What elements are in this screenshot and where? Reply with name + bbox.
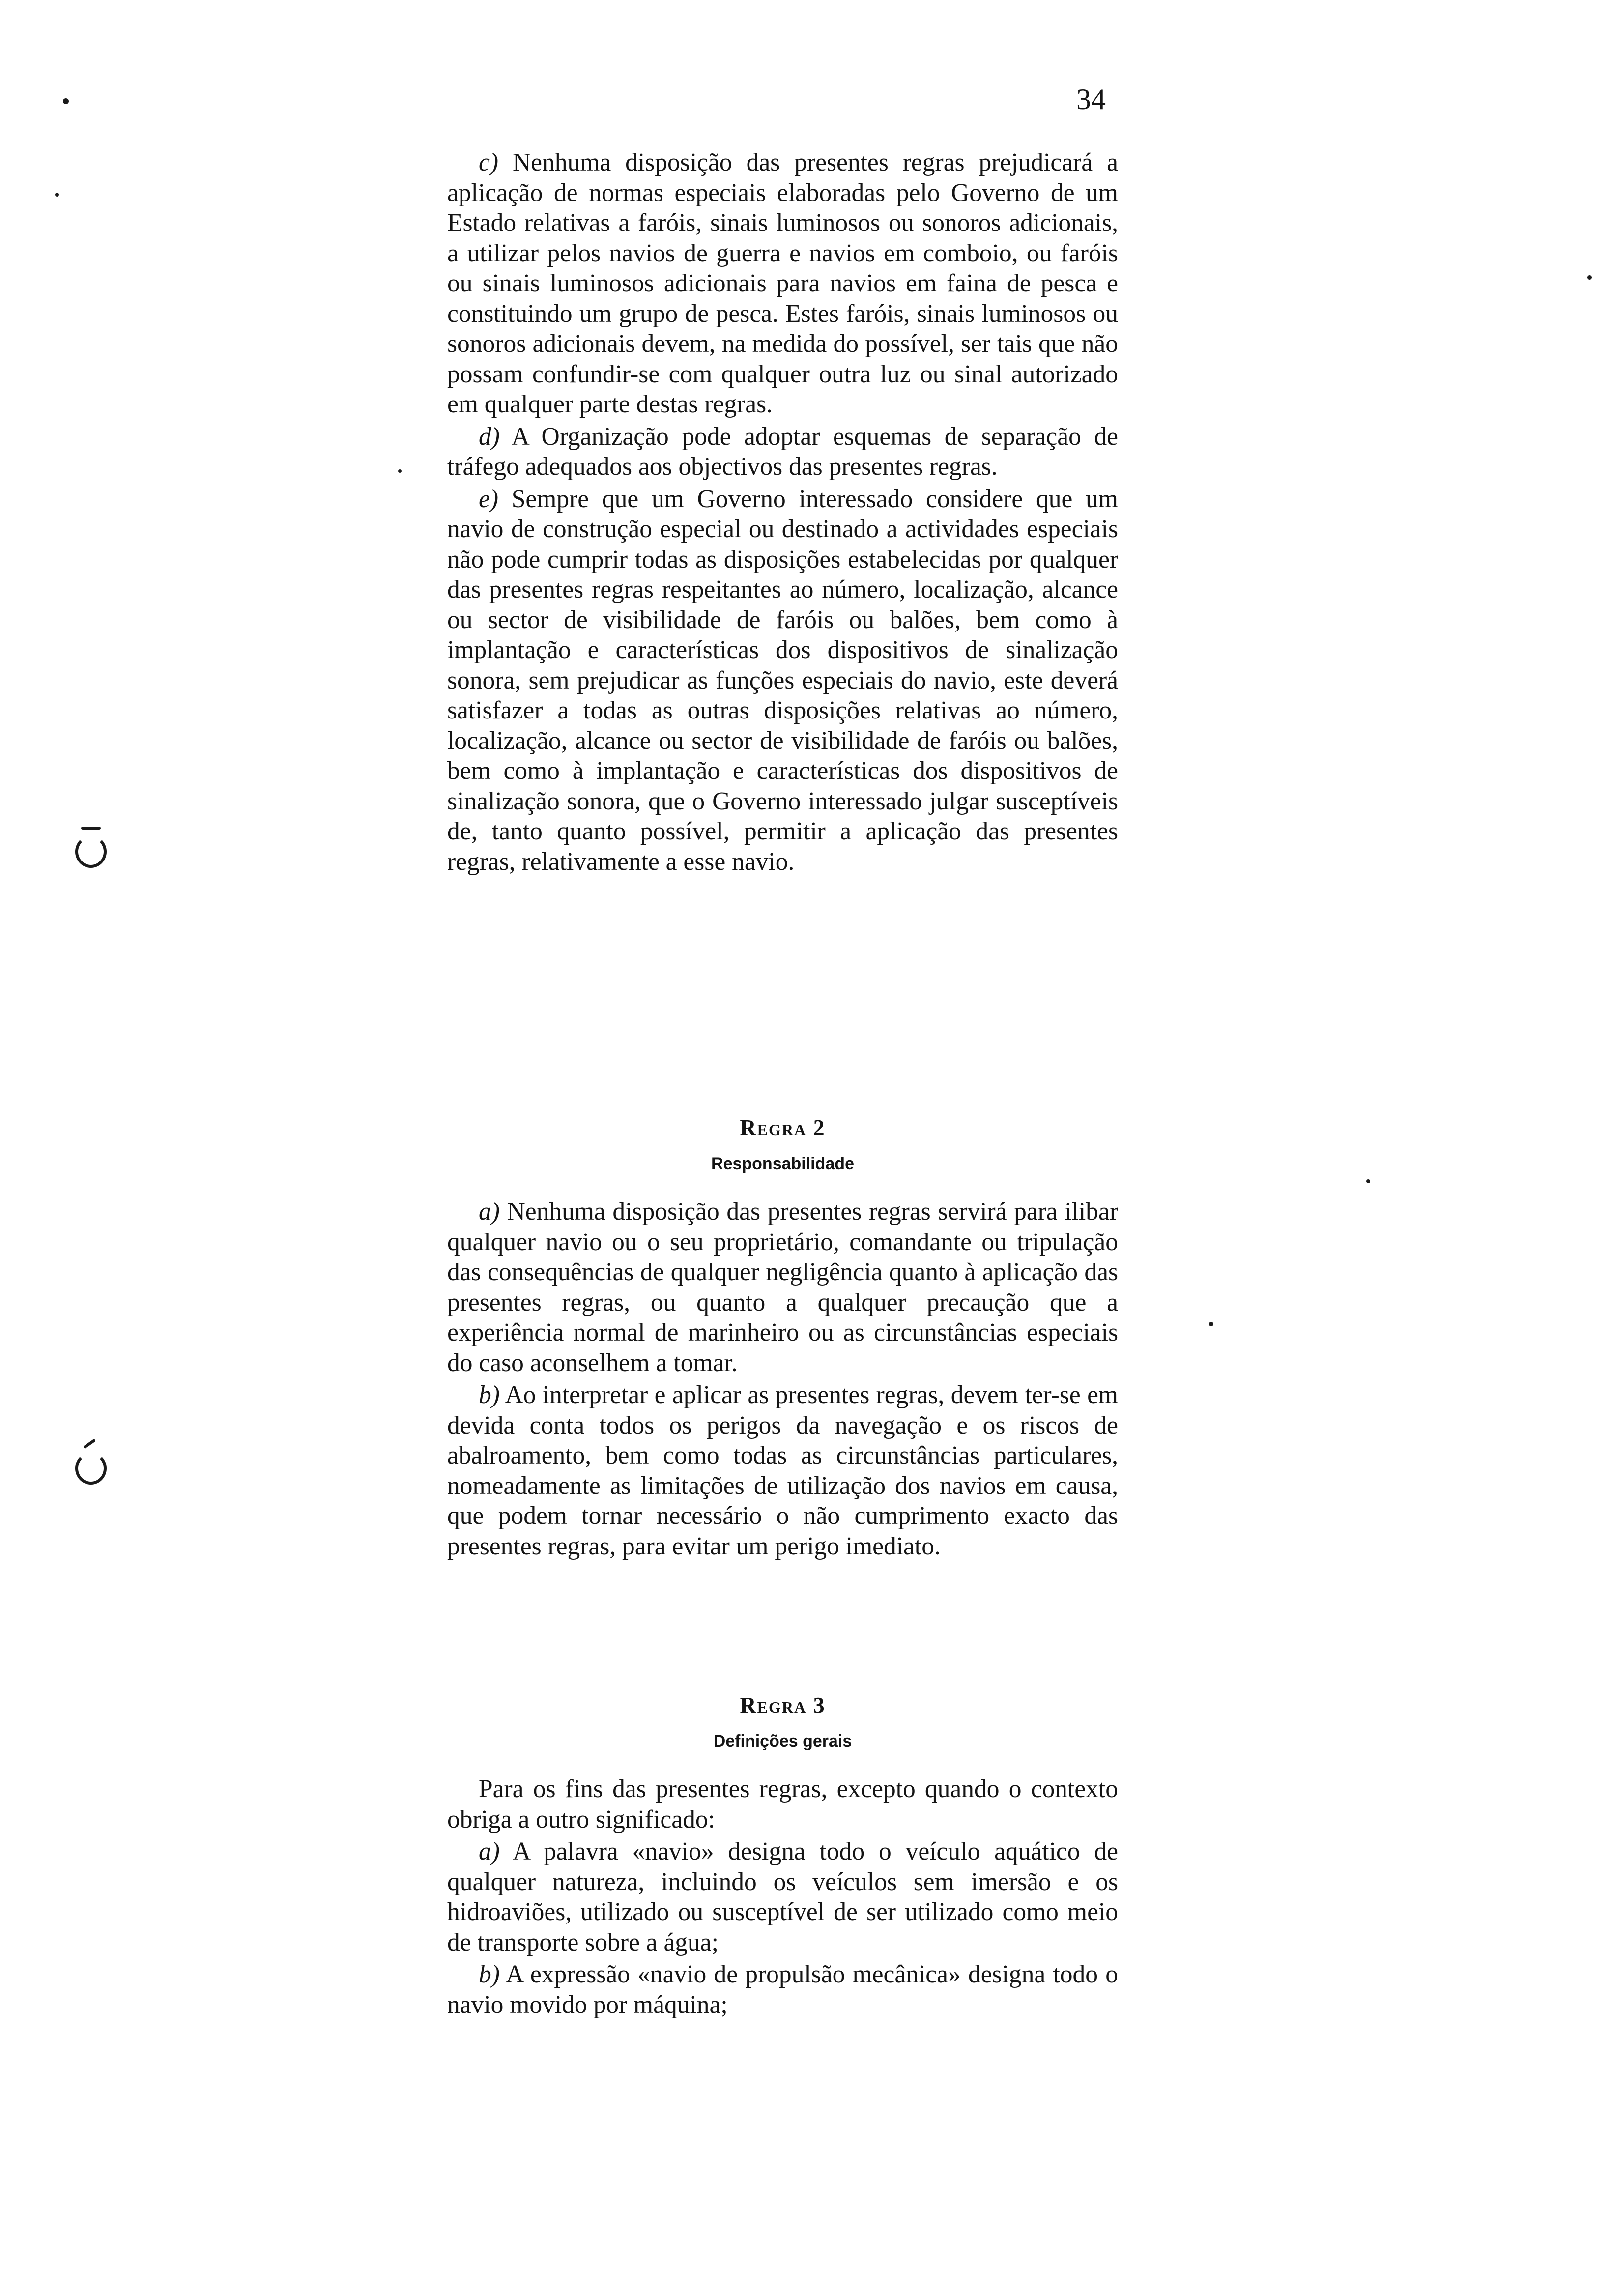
paragraph-a xyxy=(447,1197,1118,1378)
paragraph-text: Nenhuma disposição das presentes regras prejudicará a aplicação de normas especiais elaboradas pelo Governo de um Estado relativas a faróis, sinais luminosos ou sonoros adicionais, a utilizar pelos navios de guerra e navios em comboio, ou faróis ou sinais luminosos adicionais para navios em faina de pesca e constituindo um grupo de pesca. Estes faróis, sinais luminosos ou sonoros adicionais devem, na medida do possível, ser tais que não possam confundir-se com qualquer outra luz ou sinal autorizado em qualquer parte destas regras. xyxy=(447,148,1118,418)
paragraph-a xyxy=(447,1837,1118,1957)
paragraph-text: A Organização pode adoptar esquemas de separação de tráfego adequados aos objectivos das presentes regras. xyxy=(447,422,1118,481)
binding-hole-bottom xyxy=(75,1452,107,1485)
paragraph-c xyxy=(447,147,1118,420)
paragraph-text: Sempre que um Governo interessado considere que um navio de construção especial ou destinado a actividades especiais não pode cumprir todas as disposições estabelecidas por qualquer das presentes regras respeitantes ao número, localização, alcance ou sector de visibilidade de faróis ou balões, bem como à implantação e características dos dispositivos de sinalização sonora, sem prejudicar as funções especiais do navio, este deverá satisfazer a todas as outras disposições relativas ao número, localização, alcance ou sector de visibilidade de faróis ou balões, bem como à implantação e características dos dispositivos de sinalização sonora, que o Governo interessado julgar susceptíveis de, tanto quanto possível, permitir a aplicação das presentes regras, relativamente a esse navio. xyxy=(447,485,1118,876)
binding-hole-top xyxy=(75,835,107,868)
rule-heading xyxy=(447,1691,1118,1720)
paragraph-text: Nenhuma disposição das presentes regras servirá para ilibar qualquer navio ou o seu proprietário, comandante ou tripulação das consequências de qualquer negligência quanto à aplicação das presentes regras, ou quanto a qualquer precaução que a experiência normal de marinheiro ou as circunstâncias especiais do caso aconselhem a tomar. xyxy=(447,1198,1118,1377)
page-number: 34 xyxy=(1076,83,1106,115)
scan-speck xyxy=(398,469,402,473)
paragraph-e xyxy=(447,484,1118,877)
item-letter: d) xyxy=(479,422,500,451)
paragraph-b xyxy=(447,1959,1118,2020)
scan-speck xyxy=(1366,1179,1370,1183)
rule-1-continuation xyxy=(447,147,1118,879)
rule-subheading: Definições gerais xyxy=(713,1732,852,1751)
rule-subheading: Responsabilidade xyxy=(711,1154,854,1173)
rule-heading-word: Regra xyxy=(740,1693,807,1718)
scan-speck xyxy=(1209,1322,1213,1326)
rule-2-section xyxy=(447,1113,1118,1563)
binding-mark-top-cap xyxy=(81,827,101,830)
item-letter: c) xyxy=(479,148,499,176)
scan-speck xyxy=(63,98,69,104)
item-letter: b) xyxy=(479,1960,500,1988)
paragraph-b xyxy=(447,1380,1118,1561)
rule-3-section xyxy=(447,1691,1118,2022)
rule-heading xyxy=(447,1113,1118,1143)
item-letter: a) xyxy=(479,1837,500,1866)
paragraph-d xyxy=(447,422,1118,482)
paragraph-text: A palavra «navio» designa todo o veículo aquático de qualquer natureza, incluindo os veículos sem imersão e os hidroaviões, utilizado ou susceptível de ser utilizado como meio de transporte sobre a água; xyxy=(447,1837,1118,1956)
binding-mark-bottom-cap xyxy=(83,1439,96,1449)
item-letter: b) xyxy=(479,1381,500,1409)
item-letter: e) xyxy=(479,485,499,513)
paragraph-text: A expressão «navio de propulsão mecânica» designa todo o navio movido por máquina; xyxy=(447,1960,1118,2019)
rule-heading-word: Regra xyxy=(740,1115,807,1140)
scan-speck xyxy=(1587,275,1592,280)
paragraph-text: Ao interpretar e aplicar as presentes regras, devem ter-se em devida conta todos os perigos da navegação e os riscos de abalroamento, bem como todas as circunstâncias particulares, nomeadamente as limitações de utilização dos navios em causa, que podem tornar necessário o não cumprimento exacto das presentes regras, para evitar um perigo imediato. xyxy=(447,1381,1118,1560)
intro-paragraph: Para os fins das presentes regras, excepto quando o contexto obriga a outro significado: xyxy=(447,1775,1118,1834)
rule-heading-number: 2 xyxy=(813,1115,826,1140)
rule-heading-number: 3 xyxy=(813,1693,826,1718)
item-letter: a) xyxy=(479,1198,500,1226)
scan-speck xyxy=(55,193,59,197)
